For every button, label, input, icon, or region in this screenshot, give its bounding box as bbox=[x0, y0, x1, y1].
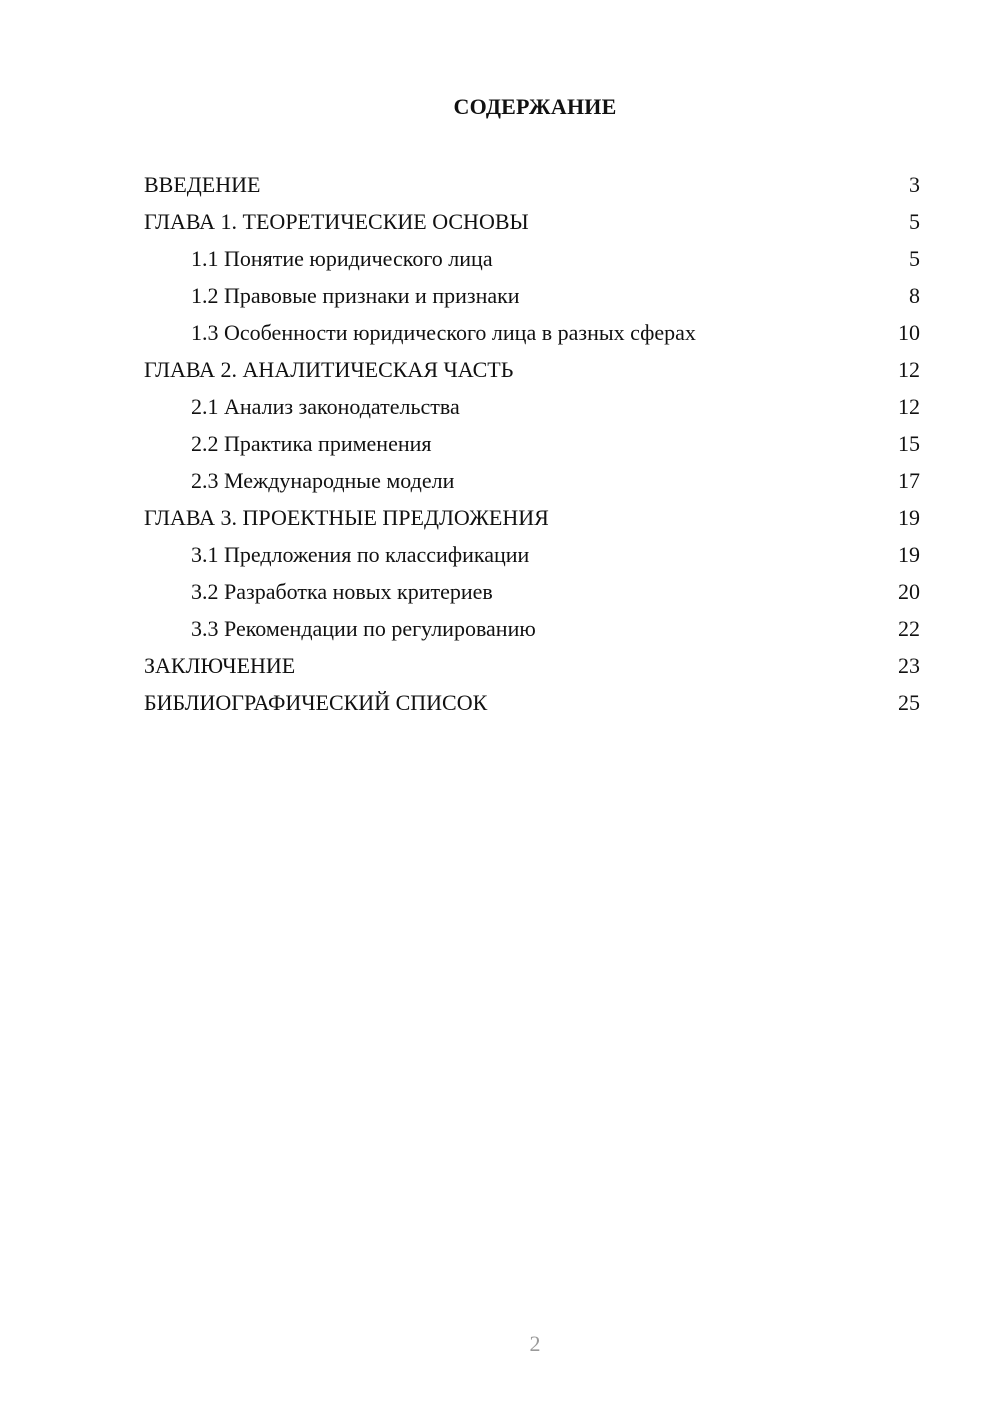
page-title: СОДЕРЖАНИЕ bbox=[453, 94, 617, 119]
toc-entry-page: 23 bbox=[898, 653, 920, 678]
toc-entry-label: 3.3 Рекомендации по регулированию bbox=[191, 616, 536, 641]
toc-entry-label: ГЛАВА 2. АНАЛИТИЧЕСКАЯ ЧАСТЬ bbox=[144, 357, 514, 382]
toc-entry-section-3-3[interactable] bbox=[144, 610, 920, 647]
toc-entry-page: 8 bbox=[909, 283, 920, 308]
toc-entry-page: 20 bbox=[898, 579, 920, 604]
toc-entry-label: 1.2 Правовые признаки и признаки bbox=[191, 283, 520, 308]
toc-entry-page: 5 bbox=[909, 246, 920, 271]
toc-entry-section-2-3[interactable] bbox=[144, 462, 920, 499]
toc-entry-page: 12 bbox=[898, 357, 920, 382]
toc-entry-label: 2.2 Практика применения bbox=[191, 431, 432, 456]
toc-entry-label: ВВЕДЕНИЕ bbox=[144, 172, 261, 197]
toc-entry-page: 5 bbox=[909, 209, 920, 234]
toc-entry-bibliography[interactable] bbox=[144, 684, 920, 721]
toc-entry-page: 10 bbox=[898, 320, 920, 345]
toc-entry-page: 19 bbox=[898, 542, 920, 567]
toc-entry-label: 3.1 Предложения по классификации bbox=[191, 542, 530, 567]
toc-entry-section-3-1[interactable] bbox=[144, 536, 920, 573]
toc-entry-page: 15 bbox=[898, 431, 920, 456]
toc-entry-page: 3 bbox=[909, 172, 920, 197]
toc-entry-section-2-2[interactable] bbox=[144, 425, 920, 462]
toc-entry-page: 22 bbox=[898, 616, 920, 641]
toc-entry-label: БИБЛИОГРАФИЧЕСКИЙ СПИСОК bbox=[144, 690, 488, 715]
toc-entry-section-1-2[interactable] bbox=[144, 277, 920, 314]
toc-entry-chapter-1[interactable] bbox=[144, 203, 920, 240]
toc-entry-chapter-3[interactable] bbox=[144, 499, 920, 536]
toc-entry-section-3-2[interactable] bbox=[144, 573, 920, 610]
toc-entry-label: 1.3 Особенности юридического лица в разных сферах bbox=[191, 320, 696, 345]
toc-entry-conclusion[interactable] bbox=[144, 647, 920, 684]
page-number: 2 bbox=[529, 1331, 541, 1356]
toc-entry-chapter-2[interactable] bbox=[144, 351, 920, 388]
toc-entry-label: 1.1 Понятие юридического лица bbox=[191, 246, 493, 271]
toc-entry-section-1-3[interactable] bbox=[144, 314, 920, 351]
toc-entry-section-1-1[interactable] bbox=[144, 240, 920, 277]
toc-entry-label: ЗАКЛЮЧЕНИЕ bbox=[144, 653, 296, 678]
toc-entry-section-2-1[interactable] bbox=[144, 388, 920, 425]
toc-entry-page: 25 bbox=[898, 690, 920, 715]
toc-entry-page: 17 bbox=[898, 468, 920, 493]
toc-entry-page: 12 bbox=[898, 394, 920, 419]
toc-entry-page: 19 bbox=[898, 505, 920, 530]
toc-entry-label: ГЛАВА 1. ТЕОРЕТИЧЕСКИЕ ОСНОВЫ bbox=[144, 209, 529, 234]
toc-entry-label: ГЛАВА 3. ПРОЕКТНЫЕ ПРЕДЛОЖЕНИЯ bbox=[144, 505, 549, 530]
toc-entry-label: 3.2 Разработка новых критериев bbox=[191, 579, 493, 604]
toc-entry-introduction[interactable] bbox=[144, 166, 920, 203]
toc-entry-label: 2.1 Анализ законодательства bbox=[191, 394, 460, 419]
toc-entry-label: 2.3 Международные модели bbox=[191, 468, 455, 493]
table-of-contents bbox=[144, 166, 920, 721]
